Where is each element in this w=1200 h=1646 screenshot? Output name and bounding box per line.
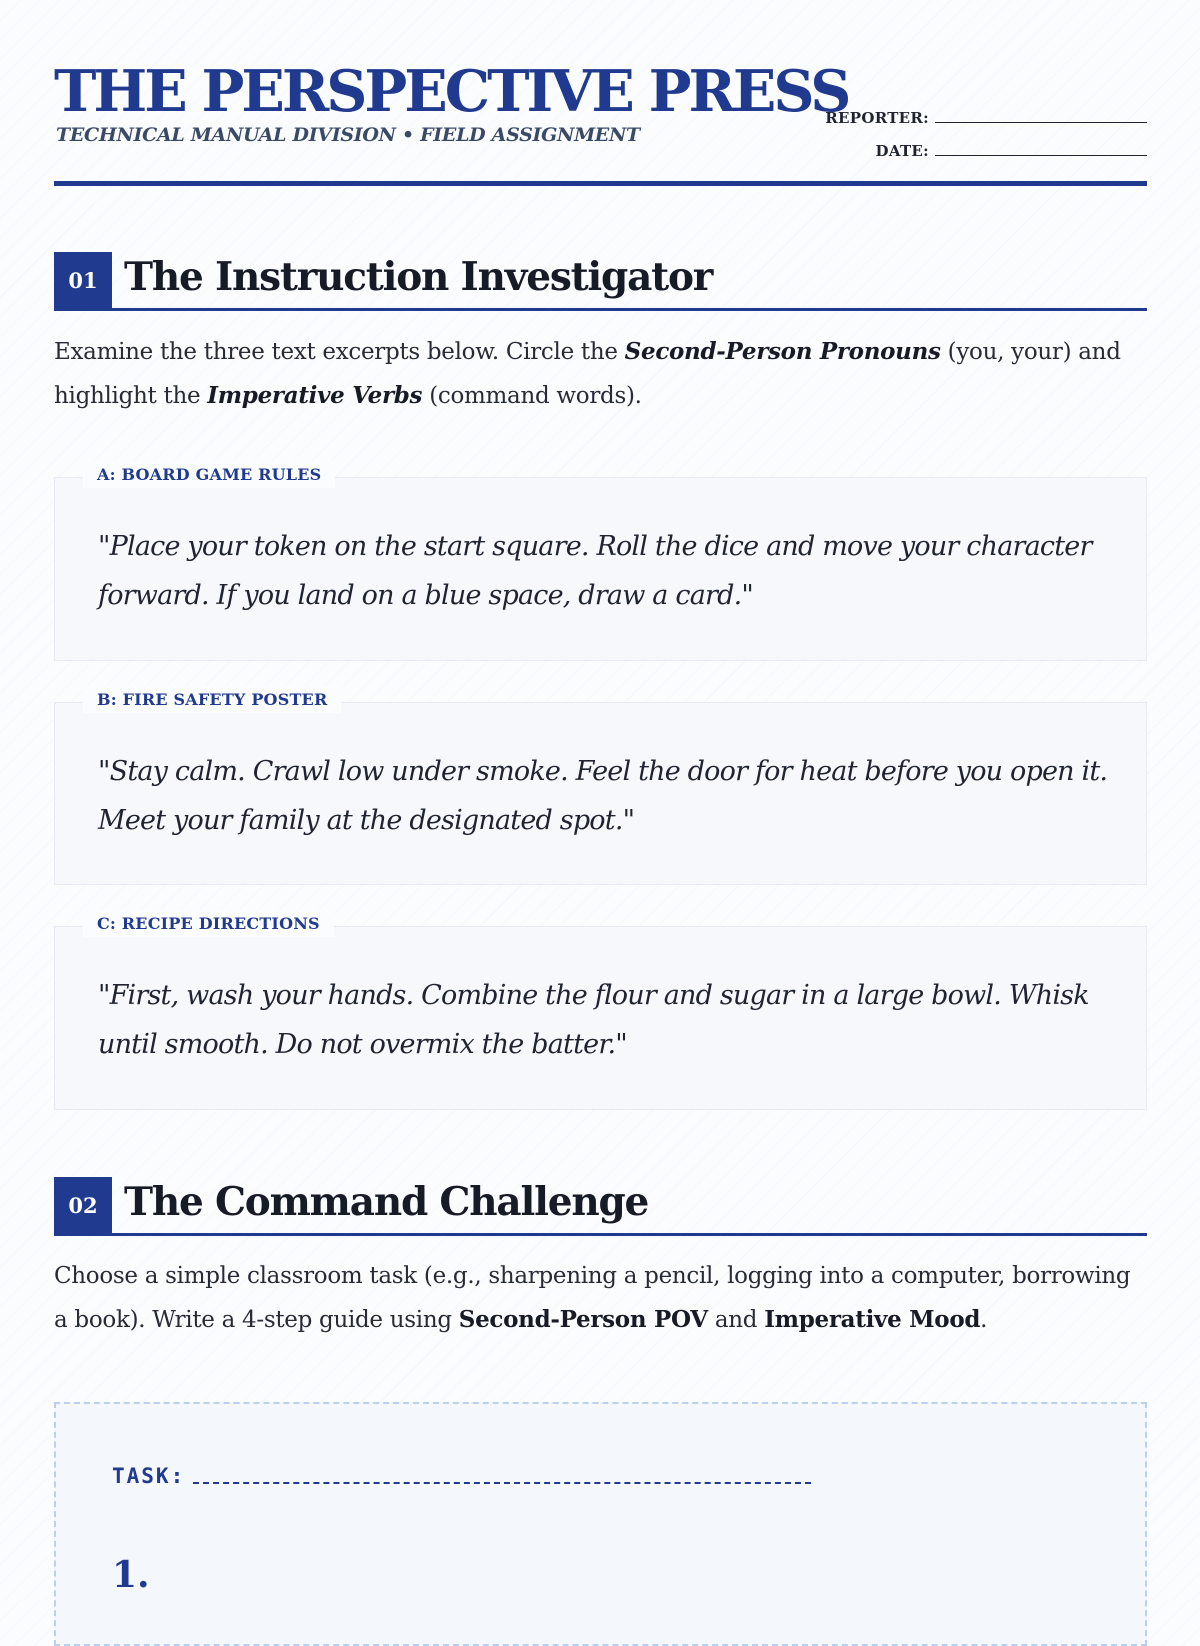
task-field[interactable] xyxy=(193,1464,811,1484)
reporter-field[interactable] xyxy=(935,108,1147,123)
excerpt-card-c xyxy=(54,914,1147,1110)
section-1-instructions xyxy=(54,330,1147,418)
masthead-divider xyxy=(54,181,1147,186)
excerpt-text: "Stay calm. Crawl low under smoke. Feel the door for heat before you open it. Meet your family at the designated spot." xyxy=(98,756,1108,836)
instructions-text: . xyxy=(980,1307,988,1333)
newspaper-subtitle: TECHNICAL MANUAL DIVISION • FIELD ASSIGNMENT xyxy=(56,124,640,146)
section-2-instructions xyxy=(54,1255,1147,1342)
section-1-heading xyxy=(54,252,1147,311)
excerpt-tag: A: BOARD GAME RULES xyxy=(83,461,335,488)
date-row xyxy=(807,127,1147,160)
term-imperative-mood: Imperative Mood xyxy=(764,1306,981,1333)
section-1-number: 01 xyxy=(54,252,112,308)
worksheet-page xyxy=(54,0,1147,1596)
excerpt-tag: C: RECIPE DIRECTIONS xyxy=(83,910,334,937)
excerpt-tag: B: FIRE SAFETY POSTER xyxy=(83,686,341,713)
reporter-label: REPORTER: xyxy=(825,109,929,127)
masthead xyxy=(54,0,1147,190)
reporter-row xyxy=(807,94,1147,127)
instructions-text: and xyxy=(707,1307,765,1333)
instructions-text: Choose a simple classroom task (e.g., sharpening a pencil, logging into a computer, borrowing a book). Write a 4-step guide using xyxy=(54,1263,1131,1333)
instructions-text: (you, your) and highlight the xyxy=(54,339,1121,409)
excerpt-card-a xyxy=(54,465,1147,661)
instructions-text: Examine the three text excerpts below. Circle the xyxy=(54,339,625,365)
step-number: 1. xyxy=(112,1554,150,1596)
term-second-person-pov: Second-Person POV xyxy=(458,1306,708,1333)
date-label: DATE: xyxy=(875,142,929,160)
excerpt-text: "First, wash your hands. Combine the flour and sugar in a large bowl. Whisk until smooth. Do not overmix the batter." xyxy=(98,980,1089,1060)
section-2-title: The Command Challenge xyxy=(124,1179,649,1225)
writing-area xyxy=(54,1402,1147,1646)
section-2-number: 02 xyxy=(54,1177,112,1233)
section-2-heading xyxy=(54,1177,1147,1236)
date-field[interactable] xyxy=(935,141,1147,156)
instructions-text: (command words). xyxy=(422,383,642,409)
excerpt-text: "Place your token on the start square. Roll the dice and move your character forward. If you land on a blue space, draw a card." xyxy=(98,531,1092,611)
task-row xyxy=(112,1464,811,1488)
term-imperative-verbs: Imperative Verbs xyxy=(207,382,423,409)
newspaper-title: THE PERSPECTIVE PRESS xyxy=(54,58,849,125)
section-1-title: The Instruction Investigator xyxy=(124,254,713,300)
term-second-person-pronouns: Second-Person Pronouns xyxy=(624,338,941,365)
excerpt-card-b xyxy=(54,690,1147,885)
reporter-info xyxy=(807,94,1147,160)
task-label: TASK: xyxy=(112,1464,186,1488)
